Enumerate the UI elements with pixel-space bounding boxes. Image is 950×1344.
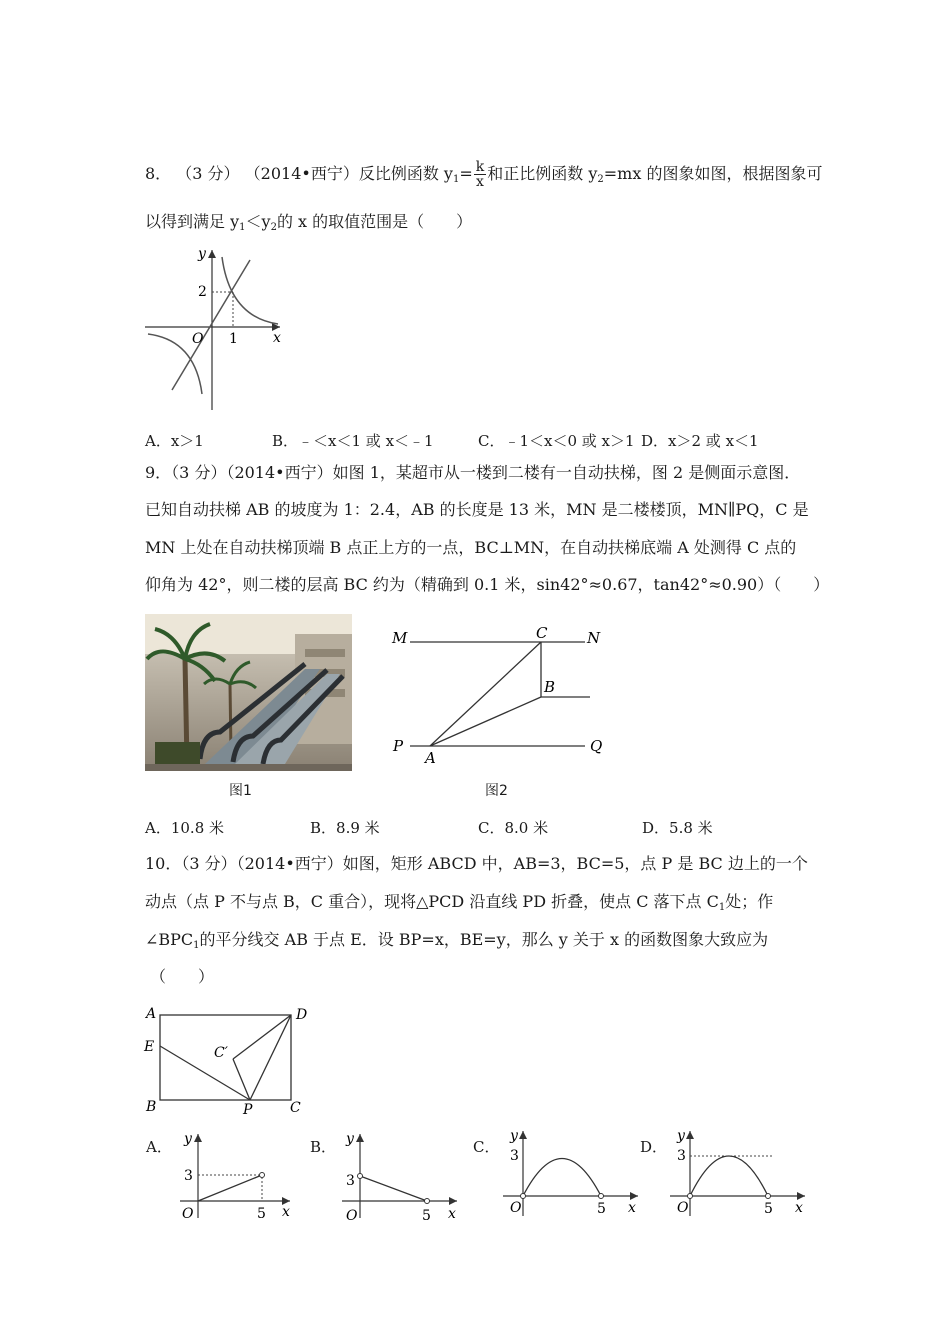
label-b: B [146,1099,157,1115]
fig1-caption: 图1 [229,783,252,799]
label-p: P [243,1102,253,1118]
q10-option-c-graph [498,1126,643,1221]
segment-ab [430,697,541,746]
q9-line2: 已知自动扶梯 AB 的坡度为 1：2.4，AB 的长度是 13 米，MN 是二楼楼顶，MN∥PQ，C 是 [145,500,809,519]
q10-text: ∠BPC [145,930,194,949]
q8-text: 和正比例函数 y [487,164,598,183]
subscript: 1 [193,940,200,951]
q9-option-d: D．5.8 米 [642,819,713,837]
subscript: 1 [239,222,246,233]
q9-option-c: C．8.0 米 [478,819,549,837]
q8-option-b: B．﹣＜x＜1 或 x＜﹣1 [272,432,434,450]
q8-option-a: A．x＞1 [145,432,204,450]
origin-label: O [510,1200,522,1216]
q9-option-a: A．10.8 米 [145,819,224,837]
q9-line3: MN 上处在自动扶梯顶端 B 点正上方的一点，BC⊥MN，在自动扶梯底端 A 处测得 C 点的 [145,538,797,557]
tick-label-5: 5 [764,1201,773,1217]
q10-rectangle-figure [140,1002,320,1120]
tick-label-5: 5 [257,1206,266,1222]
parabola [523,1159,601,1197]
q10-option-d-label: D． [640,1138,668,1156]
open-endpoint-start [358,1174,363,1179]
tick-label-5: 5 [422,1208,431,1223]
label-b: B [544,678,556,696]
origin-label: O [192,331,204,347]
q8-source: （2014•西宁） [244,164,359,183]
label-a: A [146,1006,157,1022]
q10-option-a-label: A． [146,1138,172,1156]
open-endpoint [260,1173,265,1178]
q9-option-b: B．8.9 米 [310,819,380,837]
y-axis-arrow [194,1134,202,1142]
tick-label-3: 3 [184,1168,193,1184]
fig2-caption: 图2 [485,783,508,799]
fraction-k-over-x [474,160,486,189]
tick-label-1: 1 [229,331,238,347]
origin-label: O [182,1206,194,1222]
y-label: y [677,1128,685,1144]
fraction-numerator: k [475,159,485,175]
label-c: C [536,624,548,642]
q10-option-a-graph [170,1128,300,1223]
label-m: M [392,629,408,647]
y-label: y [346,1131,354,1147]
q10-option-c-label: C． [473,1138,500,1156]
q10-line3 [145,929,768,957]
direct-proportion-line [172,260,250,390]
subscript: 1 [452,174,460,185]
q10-line1: 10．（3 分）（2014•西宁）如图，矩形 ABCD 中，AB=3，BC=5，点 P 是 BC 边上的一个 [145,854,808,873]
label-d: D [296,1007,308,1023]
q8-number: 8． [145,164,172,183]
q9-side-diagram [385,620,615,770]
q10-option-d-graph [665,1126,810,1221]
tick-label-3: 3 [677,1148,686,1164]
q8-option-d: D．x＞2 或 x＜1 [641,432,759,450]
x-axis-arrow [630,1192,638,1200]
y-label: y [510,1128,518,1144]
label-e: E [144,1039,155,1055]
segment-ep [160,1046,250,1100]
q10-text: 动点（点 P 不与点 B，C 重合），现将△PCD 沿直线 PD 折叠，使点 C 落下点 C [145,892,719,911]
tick-label-5: 5 [597,1201,606,1217]
x-label: x [448,1206,456,1222]
subscript: 2 [597,174,604,185]
equals: = [459,164,473,183]
segment-c1p [233,1059,250,1100]
origin-label: O [677,1200,689,1216]
q9-line4: 仰角为 42°，则二楼的层高 BC 约为（精确到 0.1 米，sin42°≈0.67，tan42°≈0.90）（ ） [145,575,830,594]
q10-text: 的平分线交 AB 于点 E．设 BP=x，BE=y，那么 y 关于 x 的函数图象大致应为 [199,930,769,949]
subscript: 2 [270,222,277,233]
label-n: N [587,629,601,647]
x-label: x [628,1200,636,1216]
label-c1: C′ [214,1045,228,1061]
x-label: x [795,1200,803,1216]
x-label: x [282,1204,290,1220]
q8-option-c: C．﹣1＜x＜0 或 x＞1 [478,432,635,450]
open-endpoint-end [425,1199,430,1204]
tick-label-3: 3 [346,1173,355,1189]
y-axis-arrow [356,1134,364,1142]
q8-text: ＜y [245,212,271,231]
y-axis-arrow [208,250,216,258]
q10-option-b-graph [332,1128,462,1223]
y-axis-arrow [686,1131,694,1139]
label-c: C [290,1100,301,1116]
x-label: x [273,330,281,346]
tick-label-3: 3 [510,1148,519,1164]
function-line [360,1176,427,1201]
open-endpoint-start [521,1194,526,1199]
open-endpoint-start [688,1194,693,1199]
q9-line1: 9．（3 分）（2014•西宁）如图 1，某超市从一楼到二楼有一自动扶梯，图 2 是侧面示意图． [145,463,801,482]
q10-option-b-label: B． [310,1138,337,1156]
q8-line1 [145,160,822,191]
hyperbola-branch-1 [222,257,278,324]
q8-text: 反比例函数 y [358,164,453,183]
y-axis-arrow [519,1131,527,1139]
segment-ac [430,642,541,746]
x-axis-arrow [797,1192,805,1200]
y-label: y [184,1131,192,1147]
escalator-photo [145,614,352,771]
tick-label-2: 2 [198,284,207,300]
q10-line2 [145,891,773,919]
q8-graph [140,242,290,417]
origin-label: O [346,1208,358,1223]
fraction-denominator: x [476,174,484,190]
segment-pd [250,1015,291,1100]
q10-line4: （ ） [150,967,215,986]
q8-text: 以得到满足 y [145,212,240,231]
function-line [198,1175,262,1201]
y-label: y [198,246,206,262]
open-endpoint-end [599,1194,604,1199]
segment-c1d [233,1015,291,1059]
subscript: 1 [718,902,726,913]
open-endpoint-end [766,1194,771,1199]
x-axis-arrow [449,1197,457,1205]
q8-text: 的 x 的取值范围是（ ） [276,212,473,231]
parabola [690,1156,768,1196]
label-a: A [425,749,436,767]
label-p: P [393,737,404,755]
q8-score: （3 分） [176,164,240,183]
q10-text: 处；作 [725,892,774,911]
q8-text: =mx 的图象如图，根据图象可 [603,164,823,183]
label-q: Q [590,737,603,755]
q8-line2 [145,211,472,239]
